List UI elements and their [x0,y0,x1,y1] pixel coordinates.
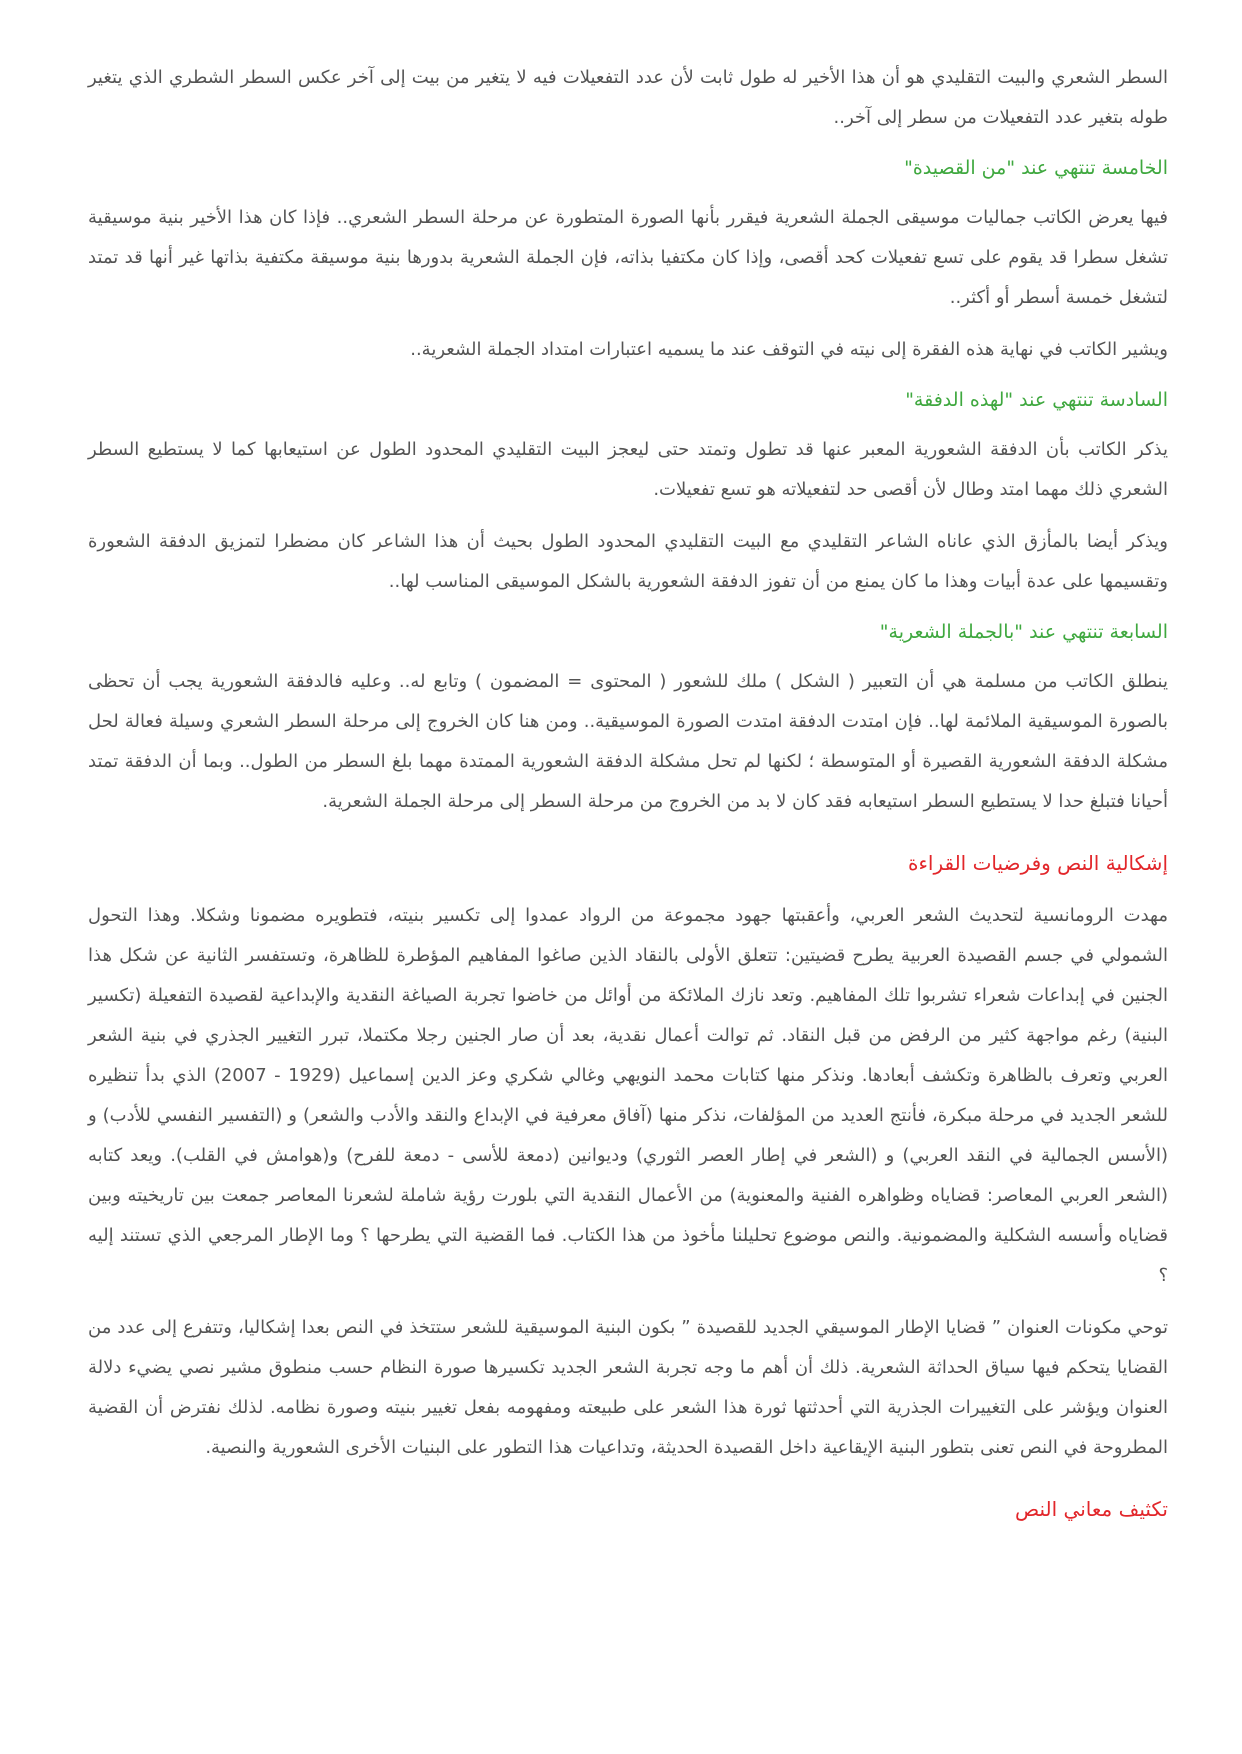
paragraph-extension-considerations: ويشير الكاتب في نهاية هذه الفقرة إلى نيته في التوقف عند ما يسميه اعتبارات امتداد الجملة الشعرية.. [410,339,1168,360]
heading-condensing-meanings: تكثيف معاني النص [1015,1497,1168,1521]
section-heading-seventh: السابعة تنتهي عند "بالجملة الشعرية" [879,621,1168,643]
paragraph-romanticism: مهدت الرومانسية لتحديث الشعر العربي، وأعقبتها جهود مجموعة من الرواد عمدوا إلى تكسير بنيته، فتطويره مضمونا وشكلا. وهذا التحول الشمولي في جسم القصيدة العربية يطرح قضيتين: تتعلق الأولى بالنقاد الذين صاغوا المفاهيم المؤطرة للظاهرة، وتستفسر الثانية عن شكل هذا الجنين في إبداعات شعراء تشربوا تلك المفاهيم. وتعد نازك الملائكة من أوائل من خاضوا تجربة الصياغة النقدية والإبداعية لقصيدة التفعيلة (تكسير البنية) رغم مواجهة كثير من الرفض من قبل النقاد. ثم توالت أعمال نقدية، بعد أن صار الجنين رجلا مكتملا، تبرر التغيير الجذري في بنية الشعر العربي وتعرف بالظاهرة وتكشف أبعادها. ونذكر منها كتابات محمد النويهي وغالي شكري وعز الدين إسماعيل (1929 - 2007) الذي بدأ تنظيره للشعر الجديد في مرحلة مبكرة، فأنتج العديد من المؤلفات، نذكر منها (آفاق معرفية في الإبداع والنقد والأدب والشعر) و (التفسير النفسي للأدب) و (الأسس الجمالية في النقد العربي) و (الشعر في إطار العصر الثوري) وديوانين (دمعة للأسى - دمعة للفرح) و(هوامش في القلب). ويعد كتابه (الشعر العربي المعاصر: قضاياه وظواهره الفنية والمعنوية) من الأعمال النقدية التي بلورت رؤية شاملة لشعرنا المعاصر جمعت بين تاريخيته وبين قضاياه وأسسه الشكلية والمضمونية. والنص موضوع تحليلنا مأخوذ من هذا الكتاب. فما القضية التي يطرحها ؟ وما الإطار المرجعي الذي تستند إليه ؟ [88,905,1168,1286]
paragraph-line-length: السطر الشعري والبيت التقليدي هو أن هذا الأخير له طول ثابت لأن عدد التفعيلات فيه لا يتغير من بيت إلى آخر عكس السطر الشطري الذي يتغير طوله بتغير عدد التفعيلات من سطر إلى آخر.. [88,67,1168,128]
paragraph-sentence-aesthetics: فيها يعرض الكاتب جماليات موسيقى الجملة الشعرية فيقرر بأنها الصورة المتطورة عن مرحلة السطر الشعري.. فإذا كان هذا الأخير بنية موسيقية تشغل سطرا قد يقوم على تسع تفعيلات كحد أقصى، وإذا كان مكتفيا بذاته، فإن الجملة الشعرية بدورها بنية موسيقة مكتفية بذاتها غير أنها قد تمتد لتشغل خمسة أسطر أو أكثر.. [88,207,1168,308]
heading-text-problematic: إشكالية النص وفرضيات القراءة [908,851,1168,875]
section-heading-fifth: الخامسة تنتهي عند "من القصيدة" [904,157,1168,179]
document-page [88,58,1168,1528]
paragraph-expression-premise: ينطلق الكاتب من مسلمة هي أن التعبير ( الشكل ) ملك للشعور ( المحتوى = المضمون ) وتابع له.. وعليه فالدفقة الشعورية يجب أن تحظى بالصورة الموسيقية الملائمة لها.. فإن امتدت الدفقة امتدت الصورة الموسيقية.. ومن هنا كان الخروج إلى مرحلة السطر الشعري وسيلة فعالة لحل مشكلة الدفقة الشعورية القصيرة أو المتوسطة ؛ لكنها لم تحل مشكلة الدفقة الشعورية الممتدة مهما بلغ السطر من الطول.. وبما أن الدفقة تمتد أحيانا فتبلغ حدا لا يستطيع السطر استيعابه فقد كان لا بد من الخروج من مرحلة السطر إلى مرحلة الجملة الشعرية. [88,671,1168,812]
paragraph-emotional-flow: يذكر الكاتب بأن الدفقة الشعورية المعبر عنها قد تطول وتمتد حتى ليعجز البيت التقليدي المحدود الطول عن استيعابها كما لا يستطيع السطر الشعري ذلك مهما امتد وطال لأن أقصى حد لتفعيلاته هو تسع تفعيلات. [88,439,1168,500]
section-heading-sixth: السادسة تنتهي عند "لهذه الدفقة" [905,389,1168,411]
paragraph-traditional-poet: ويذكر أيضا بالمأزق الذي عاناه الشاعر التقليدي مع البيت التقليدي المحدود الطول بحيث أن هذا الشاعر كان مضطرا لتمزيق الدفقة الشعورة وتقسيمها على عدة أبيات وهذا ما كان يمنع من أن تفوز الدفقة الشعورية بالشكل الموسيقى المناسب لها.. [88,531,1168,592]
paragraph-title-components: توحي مكونات العنوان ” قضايا الإطار الموسيقي الجديد للقصيدة ” بكون البنية الموسيقية للشعر ستتخذ في النص بعدا إشكاليا، وتتفرع إلى عدد من القضايا يتحكم فيها سياق الحداثة الشعرية. ذلك أن أهم ما وجه تجربة الشعر الجديد تكسيرها صورة النظام حسب منطوق مشير نصي يضيء دلالة العنوان ويؤشر على التغييرات الجذرية التي أحدثتها ثورة هذا الشعر على طبيعته ومفهومه بفعل تغيير بنيته وصورة نظامه. لذلك نفترض أن القضية المطروحة في النص تعنى بتطور البنية الإيقاعية داخل القصيدة الحديثة، وتداعيات هذا التطور على البنيات الأخرى الشعورية والنصية. [88,1317,1168,1458]
